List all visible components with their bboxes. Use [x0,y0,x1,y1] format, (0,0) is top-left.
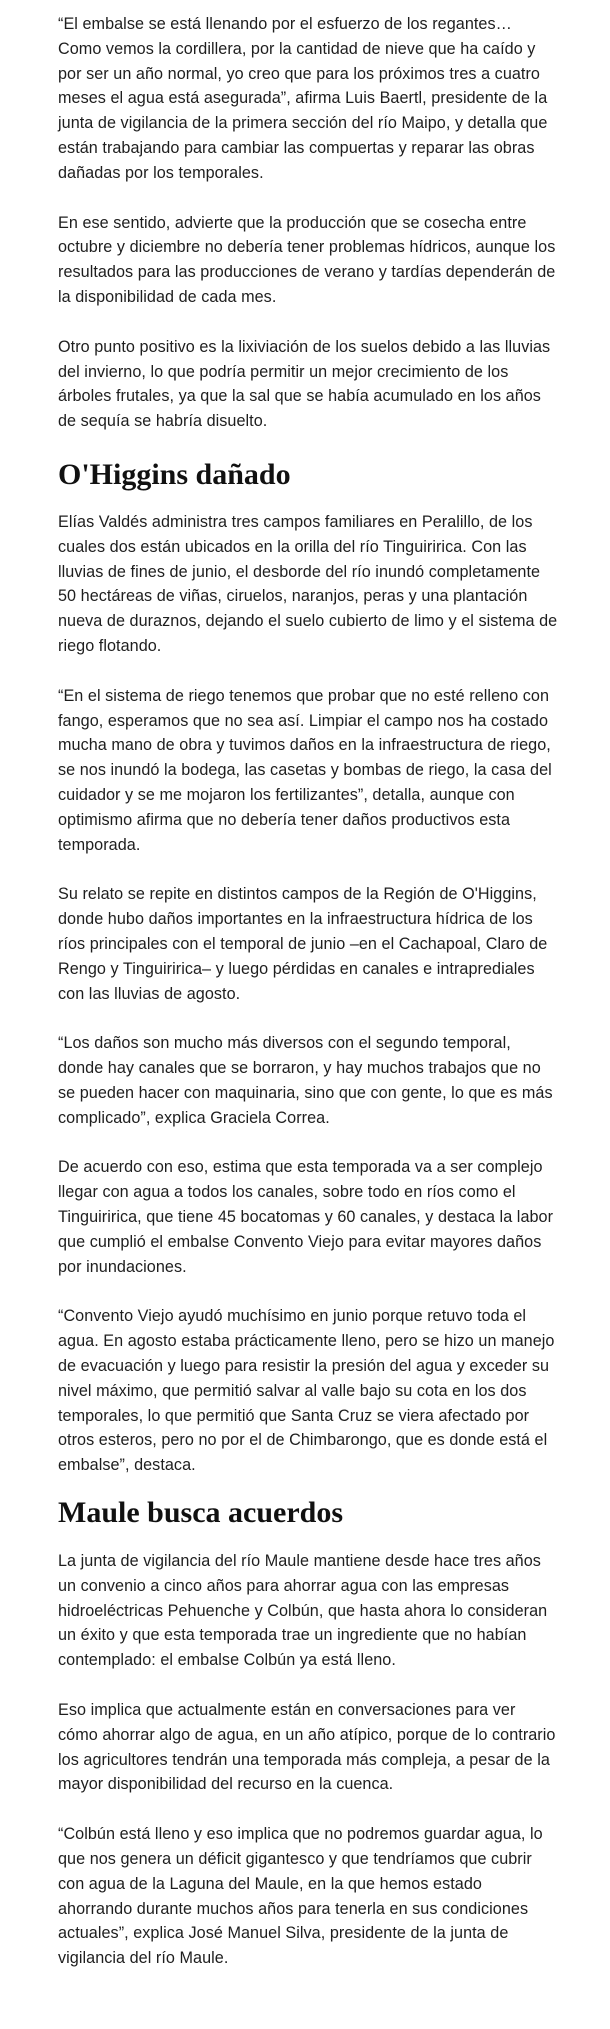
article-paragraph: La junta de vigilancia del río Maule mantiene desde hace tres años un convenio a cinco años para ahorrar agua con las empresas hidroeléctricas Pehuenche y Colbún, que hasta ahora lo consideran un éxito y que esta temporada trae un ingrediente que no habían contemplado: el embalse Colbún ya está lleno. [58,1552,548,1670]
article-paragraph: “El embalse se está llenando por el esfuerzo de los regantes… Como vemos la cordillera, por la cantidad de nieve que ha caído y por ser un año normal, yo creo que para los próximos tres a cuatro meses el agua está asegurada”, afirma Luis Baertl, presidente de la junta de vigilancia de la primera sección del río Maipo, y detalla que están trabajando para cambiar las compuertas y reparar las obras dañadas por los temporales. [58,15,548,182]
article-paragraph: Su relato se repite en distintos campos de la Región de O'Higgins, donde hubo daños importantes en la infraestructura hídrica de los ríos principales con el temporal de junio –en el Cachapoal, Claro de Rengo y Tinguiririca– y luego pérdidas en canales e intraprediales con las lluvias de agosto. [58,885,548,1003]
article-paragraph: En ese sentido, advierte que la producción que se cosecha entre octubre y diciembre no debería tener problemas hídricos, aunque los resultados para las producciones de verano y tardías dependerán de la disponibilidad de cada mes. [58,213,556,306]
article-paragraph: Eso implica que actualmente están en conversaciones para ver cómo ahorrar algo de agua, en un año atípico, porque de lo contrario los agricultores tendrán una temporada más compleja, a pesar de la mayor disponibilidad del recurso en la cuenca. [58,1701,556,1794]
article-paragraph: “En el sistema de riego tenemos que probar que no esté relleno con fango, esperamos que no sea así. Limpiar el campo nos ha costado mucha mano de obra y tuvimos daños en la infraestructura de riego, se nos inundó la bodega, las casetas y bombas de riego, la casa del cuidador y se me mojaron los fertilizantes”, detalla, aunque con optimismo afirma que no debería tener daños productivos esta temporada. [58,686,552,854]
section-heading: Maule busca acuerdos [58,1496,343,1530]
section-heading: O'Higgins dañado [58,457,291,491]
section-ohiggins [58,457,558,1478]
article-paragraph: “Convento Viejo ayudó muchísimo en junio porque retuvo toda el agua. En agosto estaba prácticamente lleno, pero se hizo un manejo de evacuación y luego para resistir la presión del agua y exceder su nivel máximo, que permitió salvar al valle bajo su cota en los dos temporales, lo que permitió que Santa Cruz se viera afectado por otros esteros, pero no por el de Chimbarongo, que es donde está el embalse”, destaca. [58,1307,555,1475]
article-intro [58,12,558,434]
article-paragraph: “Colbún está lleno y eso implica que no podremos guardar agua, lo que nos genera un déficit gigantesco y que tendríamos que cubrir con agua de la Laguna del Maule, en la que hemos estado ahorrando durante muchos años para tenerla en sus condiciones actuales”, explica José Manuel Silva, presidente de la junta de vigilancia del río Maule. [58,1825,543,1968]
article-paragraph: Elías Valdés administra tres campos familiares en Peralillo, de los cuales dos están ubicados en la orilla del río Tinguiririca. Con las lluvias de fines de junio, el desborde del río inundó completamente 50 hectáreas de viñas, ciruelos, naranjos, peras y una plantación nueva de duraznos, dejando el suelo cubierto de limo y el sistema de riego flotando. [58,512,558,655]
article-body [58,12,558,1996]
article-paragraph: Otro punto positivo es la lixiviación de los suelos debido a las lluvias del invierno, lo que podría permitir un mejor crecimiento de los árboles frutales, ya que la sal que se había acumulado en los años de sequía se habría disuelto. [58,337,551,431]
article-paragraph: “Los daños son mucho más diversos con el segundo temporal, donde hay canales que se borraron, y hay muchos trabajos que no se pueden hacer con maquinaria, sino que con gente, lo que es más complicado”, explica Graciela Correa. [58,1034,553,1127]
article-paragraph: De acuerdo con eso, estima que esta temporada va a ser complejo llegar con agua a todos los canales, sobre todo en ríos como el Tinguiririca, que tiene 45 bocatomas y 60 canales, y destaca la labor que cumplió el embalse Convento Viejo para evitar mayores daños por inundaciones. [58,1158,554,1276]
section-maule [58,1495,558,1971]
